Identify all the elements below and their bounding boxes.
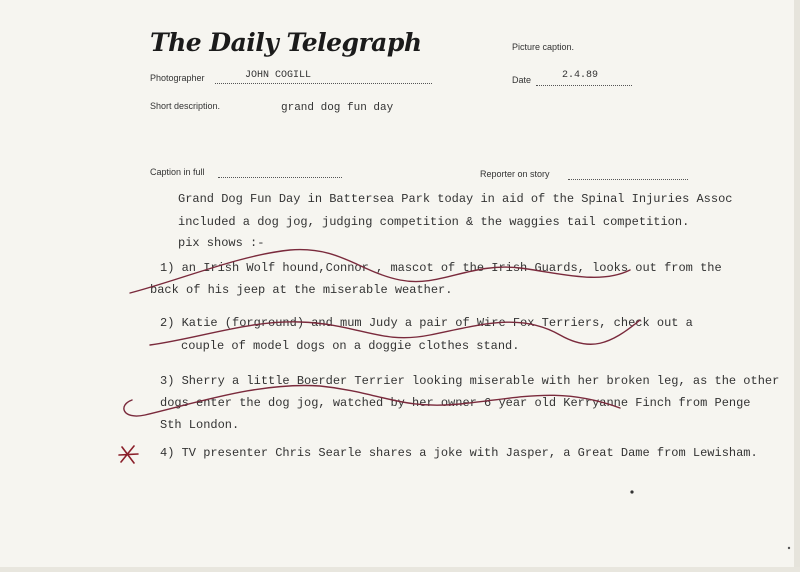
caption-item-3-line-1: 3) Sherry a little Boerder Terrier looking miserable with her broken leg, as the other bbox=[160, 374, 780, 388]
caption-item-1-line-1: 1) an Irish Wolf hound,Connor , mascot of the Irish Guards, looks out from the bbox=[160, 261, 722, 275]
caption-intro-line-3: pix shows :- bbox=[178, 236, 265, 250]
caption-intro-line-1: Grand Dog Fun Day in Battersea Park today in aid of the Spinal Injuries Assoc bbox=[178, 192, 733, 206]
caption-item-3-line-3: Sth London. bbox=[160, 418, 240, 432]
caption-item-3-line-2: dogs enter the dog jog, watched by her owner 6 year old Kerryanne Finch from Penge bbox=[160, 396, 751, 410]
short-description-label: Short description. bbox=[150, 101, 221, 111]
photographer-label: Photographer bbox=[150, 73, 205, 83]
caption-item-1-line-2: back of his jeep at the miserable weather. bbox=[150, 283, 453, 297]
masthead-logo: The Daily Telegraph bbox=[150, 28, 422, 57]
picture-caption-label: Picture caption. bbox=[512, 42, 575, 52]
caption-intro-line-2: included a dog jog, judging competition & the waggies tail competition. bbox=[178, 215, 690, 229]
short-description-value: grand dog fun day bbox=[281, 102, 394, 114]
date-value: 2.4.89 bbox=[562, 70, 599, 81]
ink-dot bbox=[630, 490, 633, 493]
reporter-label: Reporter on story bbox=[480, 169, 550, 179]
pen-asterisk-icon bbox=[119, 446, 138, 463]
caption-item-4-line-1: 4) TV presenter Chris Searle shares a joke with Jasper, a Great Dame from Lewisham. bbox=[160, 446, 758, 460]
photographer-value: JOHN COGILL bbox=[245, 70, 312, 81]
date-label: Date bbox=[512, 75, 532, 85]
pen-squiggle-3 bbox=[124, 385, 620, 416]
pen-squiggle-1 bbox=[130, 250, 630, 293]
caption-in-full-label: Caption in full bbox=[150, 167, 205, 177]
pen-squiggle-2 bbox=[150, 320, 640, 345]
caption-item-2-line-1: 2) Katie (forground) and mum Judy a pair of Wire Fox Terriers, check out a bbox=[160, 316, 693, 330]
caption-item-2-line-2: couple of model dogs on a doggie clothes stand. bbox=[181, 339, 520, 353]
ink-dot-2 bbox=[788, 547, 790, 549]
